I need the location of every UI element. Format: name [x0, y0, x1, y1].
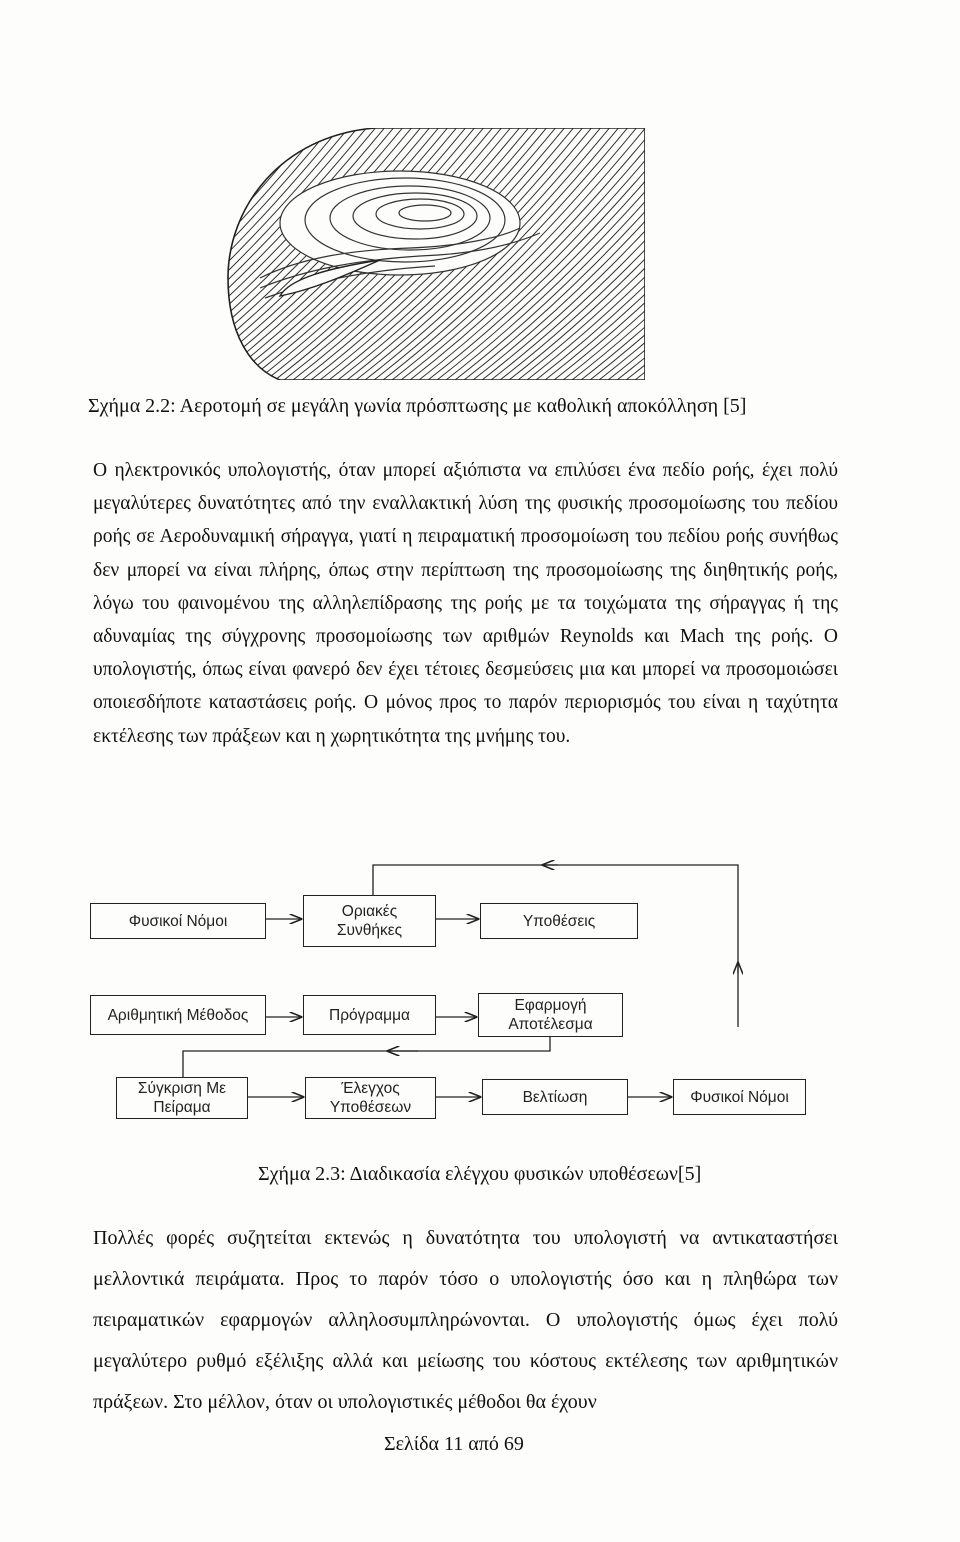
page-number-footer: Σελίδα 11 από 69 [384, 1433, 524, 1455]
loop-application-to-compare [183, 1035, 550, 1077]
streamline [220, 128, 274, 380]
box-improvement: Βελτίωση [482, 1079, 628, 1115]
body-paragraph-2: Πολλές φορές συζητείται εκτενώς η δυνατότητα του υπολογιστή να αντικαταστήσει μελλοντικά πειράματα. Προς το παρόν τόσο ο υπολογιστής όσο και η πληθώρα των πειραματικών εφαρμογών αλληλοσυμπληρώνονται. Ο υπολογιστής όμως έχει πολύ μεγαλύτερο ρυθμό εξέλιξης αλλά και μείωσης του κόστους εκτέλεσης των αριθμητικών πράξεων. Στο μέλλον, όταν οι υπολογιστικές μέθοδοι θα έχουν [93, 1227, 838, 1413]
flow-region [220, 128, 645, 380]
box-numerical-method: Αριθμητική Μέθοδος [90, 995, 266, 1035]
box-physical-laws-output: Φυσικοί Νόμοι [673, 1079, 806, 1115]
streamline [536, 128, 645, 380]
box-hypotheses: Υποθέσεις [480, 903, 638, 939]
box-boundary-conditions: Οριακές Συνθήκες [303, 895, 436, 947]
box-hypotheses-check: Έλεγχος Υποθέσεων [305, 1077, 436, 1119]
streamline [220, 128, 229, 380]
streamline [220, 128, 310, 380]
streamline [220, 128, 301, 380]
streamline [220, 128, 247, 380]
airfoil-flow-figure [220, 128, 645, 380]
figure-2-2-caption: Σχήμα 2.2: Αεροτομή σε μεγάλη γωνία πρόσπτωσης με καθολική αποκόλληση [5] [88, 395, 747, 417]
process-diagram [88, 855, 848, 1125]
box-comparison-experiment: Σύγκριση Με Πείραμα [116, 1077, 248, 1119]
streamline [626, 128, 645, 380]
streamline [220, 128, 256, 380]
box-physical-laws: Φυσικοί Νόμοι [90, 903, 266, 939]
body-paragraph-1: Ο ηλεκτρονικός υπολογιστής, όταν μπορεί αξιόπιστα να επιλύσει ένα πεδίο ροής, έχει πολύ μεγαλύτερες δυνατότητες από την εναλλακτική λύση της φυσικής προσομοίωσης του πεδίου ροής σε Αεροδυναμική σήραγγα, γιατί η πειραματική προσομοίωση του πεδίου ροής συνήθως δεν μπορεί να είναι πλήρης, όπως στην περίπτωση της προσομοίωσης της διηθητικής ροής, λόγω του φαινομένου της αλληλεπίδρασης της ροής με τα τοιχώματα της σήραγγας ή της αδυναμίας της σύγχρονης προσομοίωσης των αριθμών Reynolds και Mach της ροής. Ο υπολογιστής, όπως είναι φανερό δεν έχει τέτοιες δεσμεύσεις μια και μπορεί να προσομοιώσει οποιεσδήποτε καταστάσεις ροής. Ο μόνος προς το παρόν περιορισμός του είναι η ταχύτητα εκτέλεσης των πράξεων και η χωρητικότητα της μνήμης του. [93, 460, 838, 747]
box-application-result: Εφαρμογή Αποτέλεσμα [478, 993, 623, 1037]
streamline [590, 128, 645, 380]
figure-2-3-caption: Σχήμα 2.3: Διαδικασία ελέγχου φυσικών υποθέσεων[5] [258, 1163, 702, 1185]
box-program: Πρόγραμμα [303, 995, 436, 1035]
